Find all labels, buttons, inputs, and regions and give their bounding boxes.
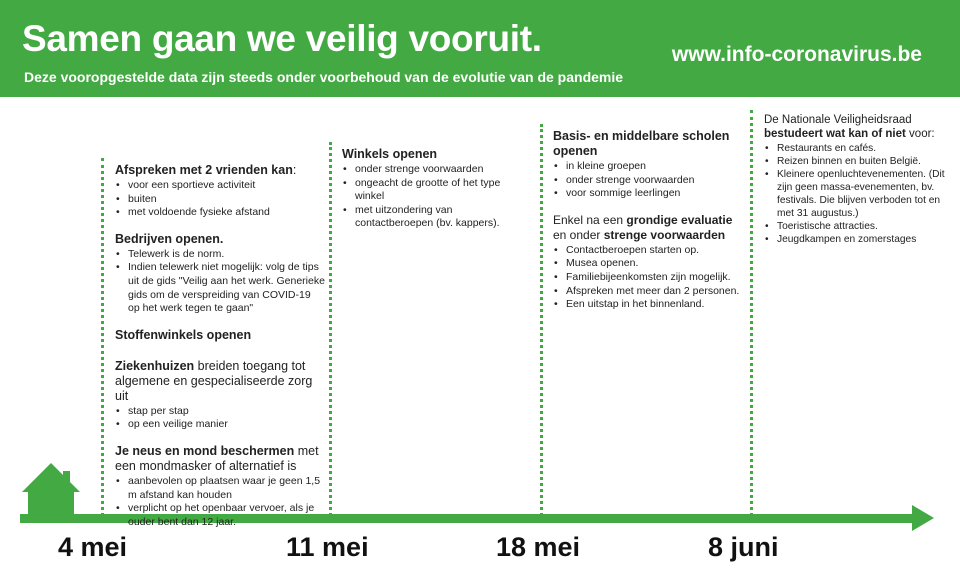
arrow-right-icon (912, 505, 934, 531)
list-item: • Reizen binnen en buiten België. (764, 155, 948, 168)
list-item: • op een veilige manier (115, 418, 325, 432)
column-4-mei (115, 163, 325, 541)
section-afspreken (115, 163, 325, 220)
list-item: • Afspreken met meer dan 2 personen. (553, 285, 743, 299)
list-item: • Jeugdkampen en zomerstages (764, 233, 948, 246)
section-heading: Je neus en mond beschermen met een mondmasker of alternatief is (115, 443, 319, 473)
list-item: • Een uitstap in het binnenland. (553, 298, 743, 312)
section-stoffenwinkels (115, 328, 325, 343)
section-evaluatie (553, 213, 743, 312)
list-item: • voor een sportieve activiteit (115, 179, 325, 193)
timeline-marker-4-mei (101, 158, 104, 516)
list-item: • onder strenge voorwaarden (553, 174, 743, 188)
bullet-list (115, 248, 325, 316)
website-link[interactable]: www.info-coronavirus.be (671, 43, 922, 66)
section-scholen (553, 129, 743, 201)
header-banner (0, 0, 960, 97)
list-item: • Telewerk is de norm. (115, 248, 325, 262)
date-label-4: 8 juni (708, 532, 779, 562)
list-item: • in kleine groepen (553, 160, 743, 174)
bullet-list (342, 163, 532, 231)
column-8-juni (764, 113, 948, 258)
section-veiligheidsraad (764, 113, 948, 246)
list-item: • stap per stap (115, 405, 325, 419)
list-item: • ongeacht de grootte of het type winkel (342, 177, 532, 204)
bullet-list (115, 475, 325, 529)
timeline-marker-18-mei (540, 124, 543, 516)
section-mondmasker (115, 444, 325, 529)
list-item: • Restaurants en cafés. (764, 142, 948, 155)
timeline-marker-8-juni (750, 110, 753, 516)
list-item: • Familiebijeenkomsten zijn mogelijk. (553, 271, 743, 285)
section-bedrijven (115, 232, 325, 316)
section-heading: Enkel na een grondige evaluatie en onder strenge voorwaarden (553, 212, 733, 242)
bullet-list (553, 244, 743, 312)
section-ziekenhuizen (115, 359, 325, 432)
list-item: • verplicht op het openbaar vervoer, als je ouder bent dan 12 jaar. (115, 502, 325, 529)
bullet-list (115, 179, 325, 220)
list-item: • voor sommige leerlingen (553, 187, 743, 201)
section-heading: Basis- en middelbare scholen openen (553, 129, 730, 158)
page-title: Samen gaan we veilig vooruit. (22, 18, 542, 59)
section-winkels (342, 147, 532, 231)
bullet-list (553, 160, 743, 201)
list-item: • onder strenge voorwaarden (342, 163, 532, 177)
timeline-marker-11-mei (329, 142, 332, 516)
list-item: • met voldoende fysieke afstand (115, 206, 325, 220)
section-heading: Stoffenwinkels openen (115, 327, 252, 342)
list-item: • buiten (115, 193, 325, 207)
section-heading: Ziekenhuizen breiden toegang tot algemene en gespecialiseerde zorg uit (115, 358, 313, 403)
list-item: • Musea openen. (553, 257, 743, 271)
date-label-1: 4 mei (58, 532, 128, 562)
date-label-2: 11 mei (286, 532, 369, 562)
bullet-list (115, 405, 325, 432)
section-heading: Bedrijven openen. (115, 231, 224, 246)
section-heading: De Nationale Veiligheidsraad bestudeert wat kan of niet voor: (764, 114, 935, 140)
list-item: • Indien telewerk niet mogelijk: volg de tips uit de gids "Veilig aan het werk. Generieke gids om de verspreiding van COVID-19 op het werk tegen te gaan" (115, 261, 325, 315)
date-label-3: 18 mei (496, 532, 581, 562)
list-item: • aanbevolen op plaatsen waar je geen 1,5 m afstand kan houden (115, 475, 325, 502)
list-item: • Toeristische attracties. (764, 220, 948, 233)
column-18-mei (553, 129, 743, 324)
section-heading: Winkels openen (342, 147, 438, 161)
list-item: • Contactberoepen starten op. (553, 244, 743, 258)
section-heading: Afspreken met 2 vrienden kan: (115, 163, 297, 177)
bullet-list (764, 142, 948, 246)
page-subtitle: Deze vooropgestelde data zijn steeds onder voorbehoud van de evolutie van de pandemie (24, 69, 624, 85)
house-icon (20, 461, 82, 519)
column-11-mei (342, 147, 532, 243)
list-item: • met uitzondering van contactberoepen (bv. kappers). (342, 204, 532, 231)
list-item: • Kleinere openluchtevenementen. (Dit zijn geen massa-evenementen, bv. festivals. Die blijven verboden tot en met 31 augustus.) (764, 168, 948, 220)
